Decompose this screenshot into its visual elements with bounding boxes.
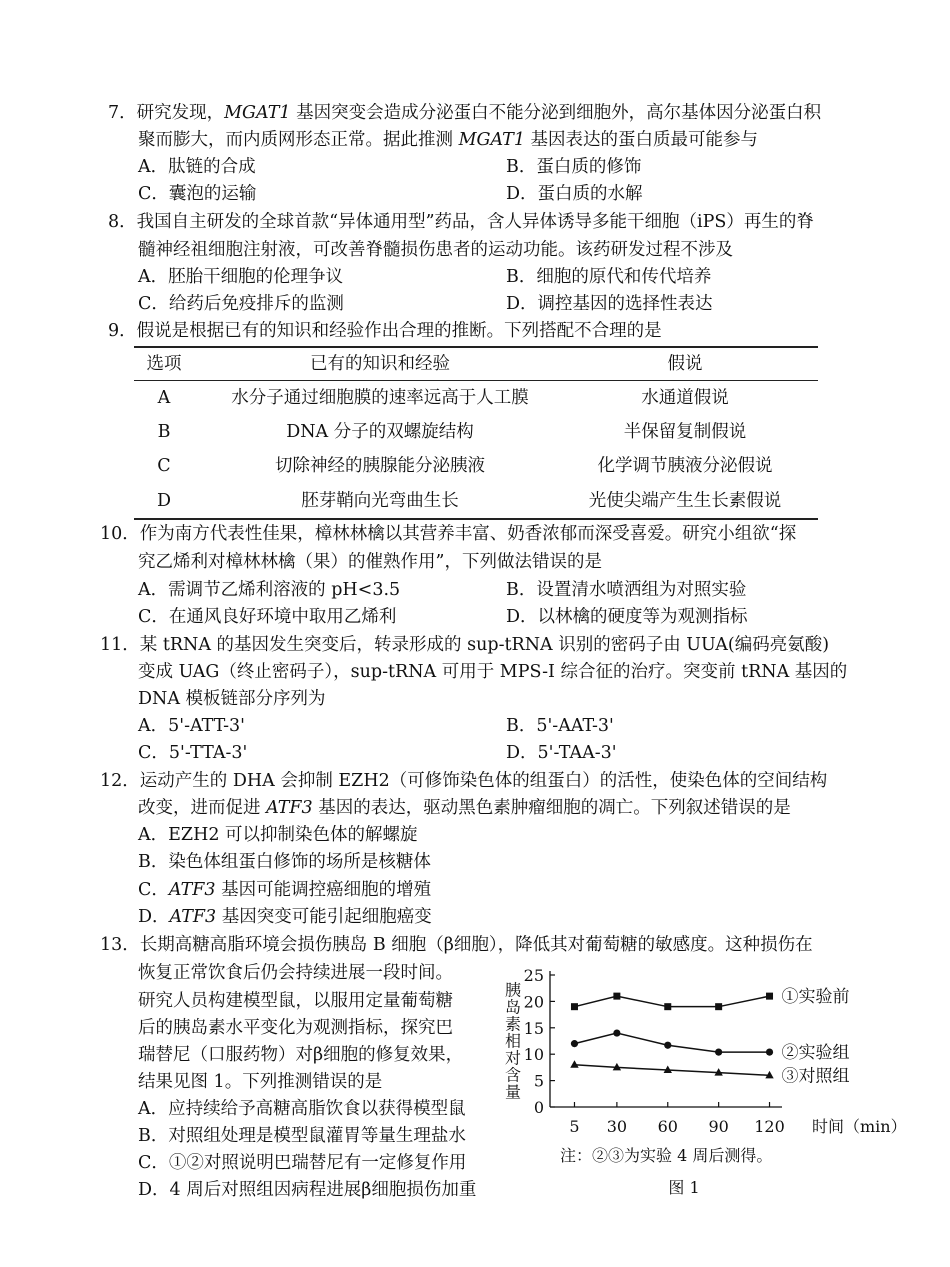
x-tick-label: 120 [754, 1117, 785, 1136]
q7-gene-name: MGAT1 [458, 130, 525, 150]
table-row-hypothesis: 化学调节胰液分泌假说 [597, 456, 773, 476]
q11-option-b: B．5'-AAT-3' [506, 716, 614, 736]
y-tick-label: 10 [523, 1045, 544, 1065]
x-tick-label: 60 [657, 1117, 678, 1136]
q7-stem-line2 [138, 127, 758, 154]
q7-option-a: A．肽链的合成 [138, 157, 256, 177]
data-point-square [664, 1003, 671, 1010]
q11-option-a: A．5'-ATT-3' [138, 716, 245, 736]
q13-option-a: A．应持续给予高糖高脂饮食以获得模型鼠 [138, 1099, 466, 1119]
q12-gene-name: ATF3 [169, 907, 217, 927]
q12-gene-name: ATF3 [168, 880, 216, 900]
q7-option-b: B．蛋白质的修饰 [506, 157, 642, 177]
table-row-knowledge: 胚芽鞘向光弯曲生长 [301, 491, 459, 511]
chart-axes [550, 971, 782, 1107]
series-label: ②实验组 [781, 1043, 850, 1064]
data-point-square [613, 993, 620, 1000]
q8-stem-line1: 8．我国自主研发的全球首款“异体通用型”药品，含人异体诱导多能干细胞（iPS）再生的脊 [108, 212, 814, 232]
table-row-option: A [157, 388, 171, 408]
q12-text: 基因突变可能引起细胞癌变 [216, 907, 432, 927]
q13-stem-line1: 13．长期高糖高脂环境会损伤胰岛 B 细胞（β细胞），降低其对葡萄糖的敏感度。这种损伤在 [100, 935, 813, 955]
q13-stem-line5: 瑞替尼（口服药物）对β细胞的修复效果， [138, 1045, 464, 1065]
data-point-circle [664, 1042, 671, 1049]
q10-option-a: A．需调节乙烯利溶液的 pH<3.5 [138, 580, 401, 600]
q12-option-b: B．染色体组蛋白修饰的场所是核糖体 [138, 852, 431, 872]
q8-option-d: D．调控基因的选择性表达 [506, 294, 713, 314]
q12-option-d [138, 904, 432, 931]
y-tick-label: 25 [523, 966, 544, 985]
q12-text: C． [138, 880, 169, 900]
q7-option-c: C．囊泡的运输 [138, 184, 257, 204]
table-row-hypothesis: 半保留复制假说 [623, 422, 747, 442]
data-point-square [766, 993, 773, 1000]
q11-stem-line1: 11．某 tRNA 的基因发生突变后，转录形成的 sup-tRNA 识别的密码子由 UUA(编码亮氨酸) [100, 635, 830, 655]
x-tick-label: 90 [708, 1117, 729, 1136]
table-row-option: B [157, 422, 171, 442]
q10-option-b: B．设置清水喷洒组为对照实验 [506, 580, 747, 600]
chart-caption: 图 1 [668, 1178, 700, 1197]
q12-option-a: A．EZH2 可以抑制染色体的解螺旋 [138, 825, 418, 845]
chart-labels [503, 966, 907, 1197]
y-tick-label: 5 [533, 1071, 544, 1091]
data-point-square [571, 1003, 578, 1010]
q12-text: 改变，进而促进 [138, 798, 267, 818]
q8-option-a: A．胚胎干细胞的伦理争议 [138, 267, 344, 287]
q7-stem-line1 [108, 100, 821, 127]
q10-stem-line1: 10．作为南方代表性佳果，樟林林檎以其营养丰富、奶香浓郁而深受喜爱。研究小组欲“探 [100, 524, 797, 544]
data-point-circle [613, 1029, 620, 1036]
table-row-hypothesis: 光使尖端产生生长素假说 [588, 491, 782, 511]
table-bottom-rule [134, 518, 818, 520]
q7-gene-name: MGAT1 [224, 103, 291, 123]
series-line [574, 1033, 769, 1052]
data-point-circle [571, 1040, 578, 1047]
q11-option-c: C．5'-TTA-3' [138, 743, 248, 763]
series-line [574, 996, 769, 1007]
q12-gene-name: ATF3 [266, 798, 313, 818]
q8-stem-line2: 髓神经祖细胞注射液，可改善脊髓损伤患者的运动功能。该药研发过程不涉及 [138, 240, 733, 260]
x-tick-label: 30 [606, 1117, 628, 1136]
series-label: ①实验前 [781, 987, 850, 1008]
y-tick-label: 20 [523, 992, 544, 1012]
data-point-circle [715, 1048, 722, 1055]
q10-stem-line2: 究乙烯利对樟林林檎（果）的催熟作用”，下列做法错误的是 [138, 552, 602, 572]
q13-stem-line2: 恢复正常饮食后仍会持续进展一段时间。 [138, 963, 453, 983]
table-header-knowledge: 已有的知识和经验 [310, 354, 450, 374]
q12-text: 基因可能调控癌细胞的增殖 [215, 880, 432, 900]
q7-text: 聚而膨大，而内质网形态正常。据此推测 [138, 130, 459, 150]
chart-series [570, 993, 773, 1079]
q10-option-c: C．在通风良好环境中取用乙烯利 [138, 607, 397, 627]
data-point-square [715, 1003, 722, 1010]
q12-text: 基因的表达，驱动黑色素肿瘤细胞的凋亡。下列叙述错误的是 [312, 798, 791, 818]
table-row-option: C [157, 456, 171, 476]
q7-text: 7．研究发现， [108, 103, 225, 123]
q13-option-c: C．①②对照说明巴瑞替尼有一定修复作用 [138, 1153, 467, 1173]
chart-note: 注：②③为实验 4 周后测得。 [560, 1146, 773, 1165]
table-row-knowledge: 切除神经的胰腺能分泌胰液 [275, 456, 485, 476]
y-tick-label: 15 [523, 1018, 544, 1038]
table-row-knowledge: DNA 分子的双螺旋结构 [286, 422, 474, 442]
q11-stem-line3: DNA 模板链部分序列为 [138, 689, 326, 709]
series-line [574, 1065, 769, 1076]
table-header-hypothesis: 假说 [667, 354, 703, 374]
table-top-rule [134, 346, 818, 348]
table-row-hypothesis: 水通道假说 [641, 388, 729, 408]
q13-stem-line4: 后的胰岛素水平变化为观测指标，探究巴 [138, 1018, 453, 1038]
q12-stem-line2 [138, 795, 791, 822]
q11-stem-line2: 变成 UAG（终止密码子），sup-tRNA 可用于 MPS-I 综合征的治疗。突变前 tRNA 基因的 [138, 662, 848, 682]
q8-option-c: C．给药后免疫排斥的监测 [138, 294, 344, 314]
y-axis-label: 胰岛素相对含量 [502, 981, 522, 1101]
q10-option-d: D．以林檎的硬度等为观测指标 [506, 607, 748, 627]
q7-option-d: D．蛋白质的水解 [506, 184, 643, 204]
table-row-knowledge: 水分子通过细胞膜的速率远高于人工膜 [231, 388, 529, 408]
q13-option-b: B．对照组处理是模型鼠灌胃等量生理盐水 [138, 1126, 466, 1146]
y-tick-label: 0 [533, 1098, 544, 1117]
x-axis-label: 时间（min） [812, 1117, 907, 1136]
data-point-circle [766, 1048, 773, 1055]
table-header-option: 选项 [146, 354, 182, 374]
q11-option-d: D．5'-TAA-3' [506, 743, 617, 763]
q12-stem-line1: 12．运动产生的 DHA 会抑制 EZH2（可修饰染色体的组蛋白）的活性，使染色体的空间结构 [100, 771, 828, 791]
q8-option-b: B．细胞的原代和传代培养 [506, 267, 712, 287]
table-header-rule [134, 380, 818, 381]
data-point-triangle [570, 1060, 578, 1068]
series-label: ③对照组 [781, 1066, 850, 1087]
q12-option-c [138, 877, 431, 904]
table-row-option: D [156, 491, 172, 511]
q13-stem-line3: 研究人员构建模型鼠，以服用定量葡萄糖 [138, 991, 453, 1011]
insulin-line-chart [490, 958, 907, 1198]
q9-stem: 9．假说是根据已有的知识和经验作出合理的推断。下列搭配不合理的是 [108, 321, 662, 341]
q13-option-d: D．4 周后对照组因病程进展β细胞损伤加重 [138, 1180, 477, 1200]
q12-text: D． [138, 907, 170, 927]
x-tick-label: 5 [569, 1117, 580, 1136]
q7-text: 基因突变会造成分泌蛋白不能分泌到细胞外，高尔基体因分泌蛋白积 [290, 103, 822, 123]
q13-stem-line6: 结果见图 1。下列推测错误的是 [138, 1072, 383, 1092]
q7-text: 基因表达的蛋白质最可能参与 [524, 130, 759, 150]
